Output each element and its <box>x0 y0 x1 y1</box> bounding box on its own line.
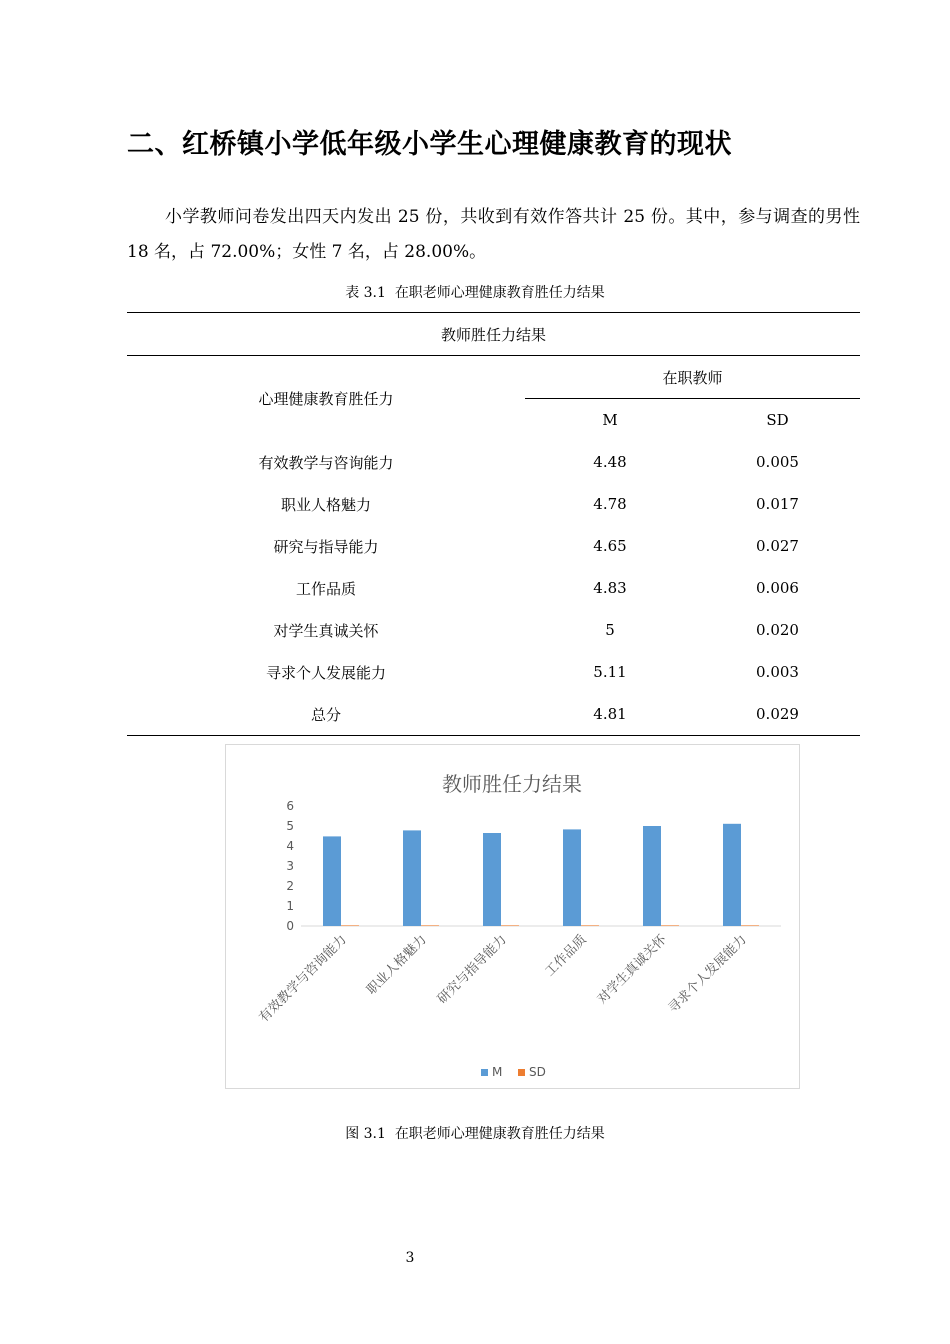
competency-table <box>127 312 860 736</box>
bar-m <box>563 829 581 926</box>
x-tick-label: 职业人格魅力 <box>364 932 430 998</box>
group-header: 在职教师 <box>525 356 860 399</box>
column-header-sd: SD <box>695 399 860 442</box>
bar-chart <box>225 744 800 1089</box>
table-row <box>127 693 860 736</box>
table-row <box>127 525 860 567</box>
m-value: 4.81 <box>525 693 695 736</box>
table-row <box>127 651 860 693</box>
sd-value: 0.020 <box>756 621 799 639</box>
table-row <box>127 609 860 651</box>
sd-value: 0.006 <box>756 579 799 597</box>
table-row <box>127 441 860 483</box>
body-paragraph: 小学教师问卷发出四天内发出 25 份，共收到有效作答共计 25 份。其中，参与调查的男性 18 名，占 72.00%；女性 7 名，占 28.00%。 <box>127 207 860 262</box>
y-tick-label: 5 <box>286 819 294 833</box>
m-value: 5 <box>605 621 615 639</box>
row-label: 工作品质 <box>295 579 356 598</box>
y-tick-label: 6 <box>286 799 294 813</box>
bar-sd <box>741 925 759 926</box>
x-tick-label: 对学生真诚关怀 <box>594 932 670 1008</box>
legend-label: M <box>492 1065 503 1079</box>
m-value: 4.78 <box>593 495 627 513</box>
table-caption-number: 表 3.1 <box>345 285 386 301</box>
figure-caption <box>0 1123 950 1143</box>
legend-label: SD <box>529 1065 546 1079</box>
row-label: 对学生真诚关怀 <box>273 621 379 640</box>
row-header: 心理健康教育胜任力 <box>127 356 525 442</box>
legend-swatch <box>518 1069 525 1076</box>
m-value: 4.48 <box>593 453 627 471</box>
bar-sd <box>661 925 679 926</box>
bar-m <box>483 833 501 926</box>
legend-swatch <box>481 1069 488 1076</box>
y-tick-label: 3 <box>286 859 294 873</box>
y-tick-label: 4 <box>286 839 294 853</box>
y-tick-label: 2 <box>286 879 294 893</box>
section-heading: 二、红桥镇小学低年级小学生心理健康教育的现状 <box>127 129 732 160</box>
bar-m <box>403 830 421 926</box>
y-tick-label: 0 <box>286 919 294 933</box>
column-header-m: M <box>525 399 695 442</box>
row-label: 职业人格魅力 <box>280 495 371 514</box>
table-row <box>127 483 860 525</box>
bar-m <box>643 826 661 926</box>
table-title: 教师胜任力结果 <box>127 313 860 356</box>
x-tick-label: 工作品质 <box>542 932 590 980</box>
page-number: 3 <box>405 1250 415 1266</box>
m-value: 4.83 <box>593 579 627 597</box>
table-row <box>127 567 860 609</box>
x-tick-label: 研究与指导能力 <box>434 932 510 1008</box>
bar-m <box>323 836 341 926</box>
bar-sd <box>341 925 359 926</box>
figure-caption-number: 图 3.1 <box>345 1126 386 1142</box>
chart-title: 教师胜任力结果 <box>442 772 582 796</box>
figure-caption-text: 在职老师心理健康教育胜任力结果 <box>394 1126 605 1142</box>
x-tick-label: 有效教学与咨询能力 <box>256 932 350 1026</box>
bar-sd <box>501 925 519 926</box>
m-value: 4.65 <box>593 537 627 555</box>
sd-value: 0.005 <box>756 453 799 471</box>
x-tick-label: 寻求个人发展能力 <box>665 932 750 1017</box>
sd-value: 0.003 <box>756 663 799 681</box>
bar-chart-svg <box>226 745 799 1088</box>
sd-value: 0.027 <box>756 537 799 555</box>
row-label: 寻求个人发展能力 <box>265 663 386 682</box>
table-caption-text: 在职老师心理健康教育胜任力结果 <box>394 285 605 301</box>
sd-value: 0.017 <box>756 495 799 513</box>
row-label: 研究与指导能力 <box>273 537 379 556</box>
table-caption <box>0 282 950 302</box>
bar-sd <box>421 925 439 926</box>
bar-m <box>723 824 741 926</box>
y-tick-label: 1 <box>286 899 294 913</box>
bar-sd <box>581 925 599 926</box>
row-label: 有效教学与咨询能力 <box>258 453 394 472</box>
sd-value: 0.029 <box>695 693 860 736</box>
m-value: 5.11 <box>593 663 627 681</box>
row-label: 总分 <box>127 693 525 736</box>
